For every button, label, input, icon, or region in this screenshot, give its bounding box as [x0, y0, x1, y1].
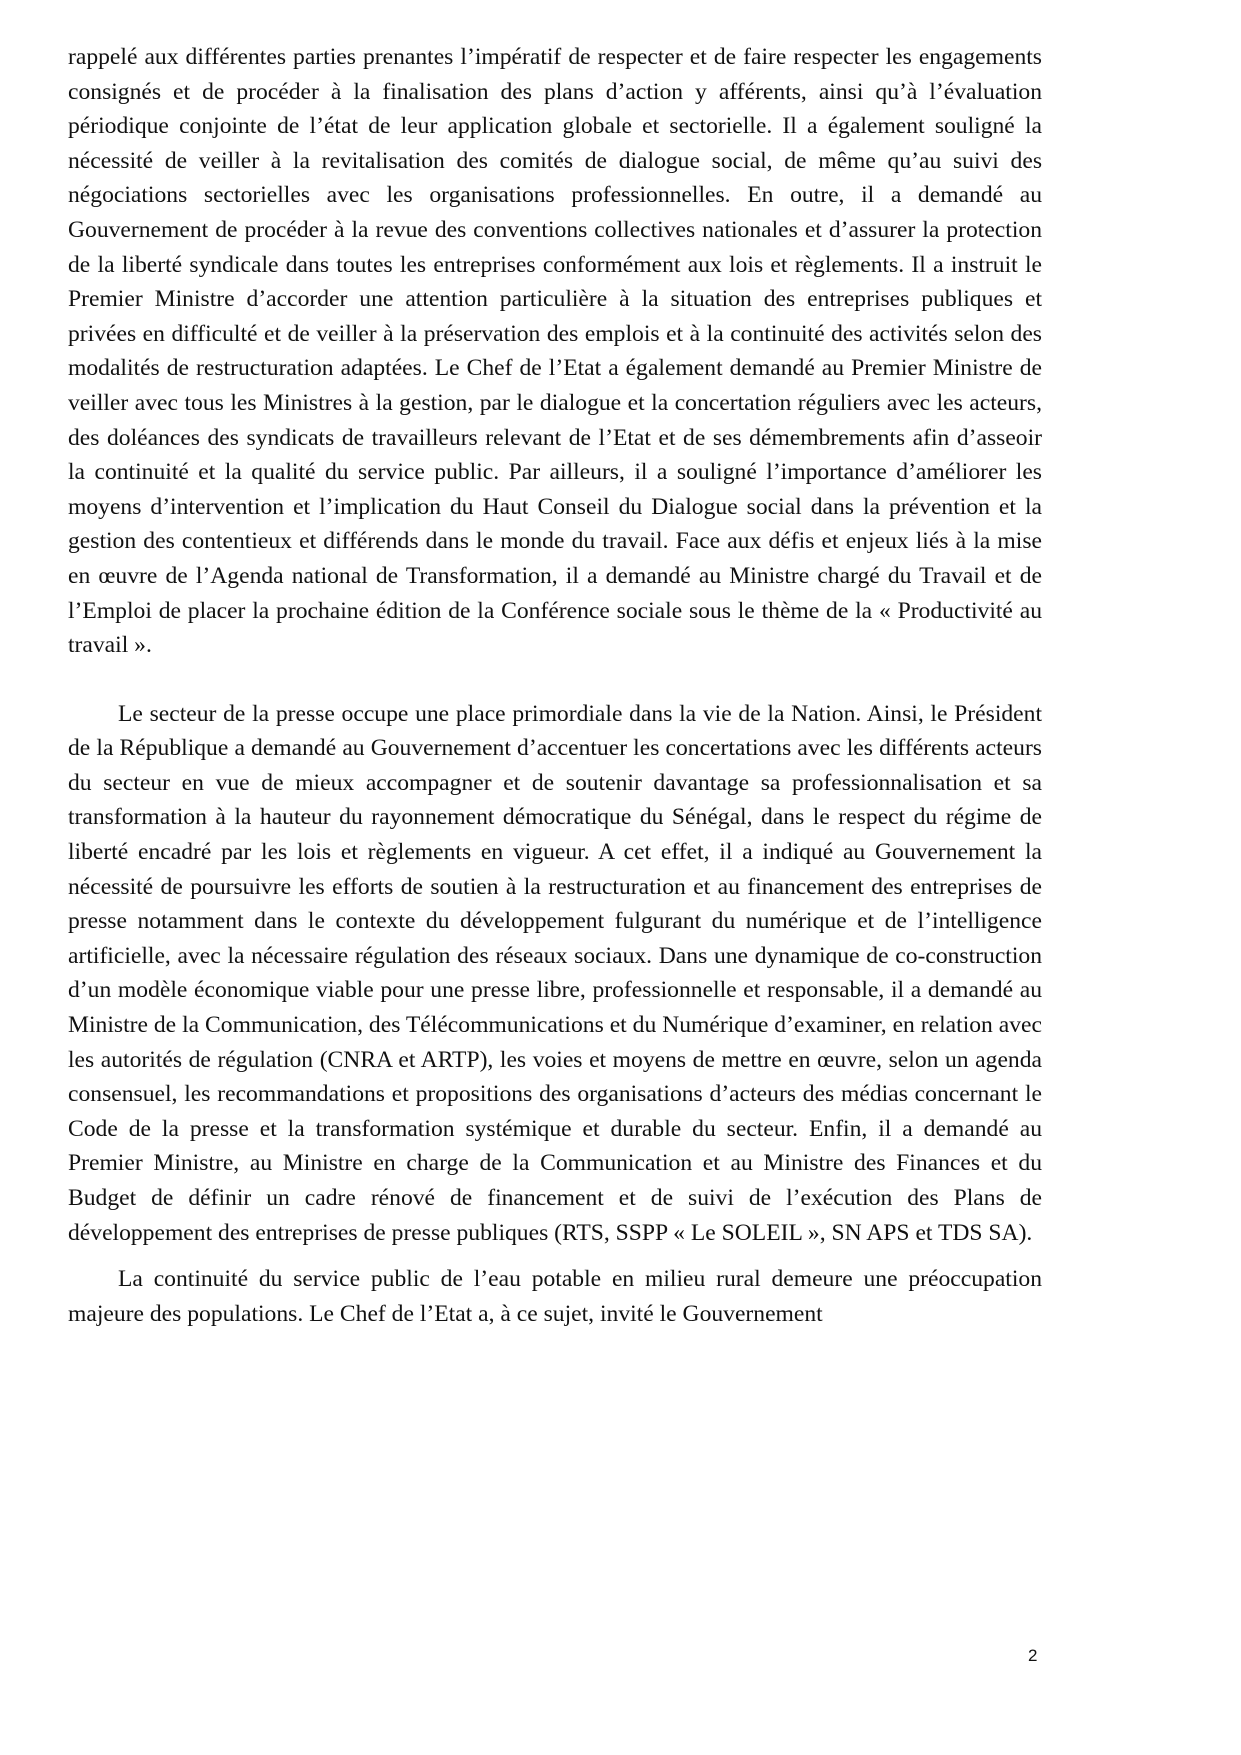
document-body — [68, 40, 1042, 1331]
page-number: 2 — [1028, 1646, 1038, 1665]
paragraph-social-dialogue: rappelé aux différentes parties prenantes l’impératif de respecter et de faire respecter les engagements consignés et de procéder à la finalisation des plans d’action y afférents, ainsi qu’à l’évaluation périodique conjointe de l’état de leur application globale et sectorielle. Il a également souligné la nécessité de veiller à la revitalisation des comités de dialogue social, de même qu’au suivi des négociations sectorielles avec les organisations professionnelles. En outre, il a demandé au Gouvernement de procéder à la revue des conventions collectives nationales et d’assurer la protection de la liberté syndicale dans toutes les entreprises conformément aux lois et règlements. Il a instruit le Premier Ministre d’accorder une attention particulière à la situation des entreprises publiques et privées en difficulté et de veiller à la préservation des emplois et à la continuité des activités selon des modalités de restructuration adaptées. Le Chef de l’Etat a également demandé au Premier Ministre de veiller avec tous les Ministres à la gestion, par le dialogue et la concertation réguliers avec les acteurs, des doléances des syndicats de travailleurs relevant de l’Etat et de ses démembrements afin d’asseoir la continuité et la qualité du service public. Par ailleurs, il a souligné l’importance d’améliorer les moyens d’intervention et l’implication du Haut Conseil du Dialogue social dans la prévention et la gestion des contentieux et différends dans le monde du travail. Face aux défis et enjeux liés à la mise en œuvre de l’Agenda national de Transformation, il a demandé au Ministre chargé du Travail et de l’Emploi de placer la prochaine édition de la Conférence sociale sous le thème de la « Productivité au travail ». — [68, 44, 1042, 659]
paragraph-rural-water: La continuité du service public de l’eau potable en milieu rural demeure une préoccupation majeure des populations. Le Chef de l’Etat a, à ce sujet, invité le Gouvernement — [68, 1266, 1042, 1327]
paragraph-press-sector: Le secteur de la presse occupe une place primordiale dans la vie de la Nation. Ainsi, le Président de la République a demandé au Gouvernement d’accentuer les concertations avec les différents acteurs du secteur en vue de mieux accompagner et de soutenir davantage sa professionnalisation et sa transformation à la hauteur du rayonnement démocratique du Sénégal, dans le respect du régime de liberté encadré par les lois et règlements en vigueur. A cet effet, il a indiqué au Gouvernement la nécessité de poursuivre les efforts de soutien à la restructuration et au financement des entreprises de presse notamment dans le contexte du développement fulgurant du numérique et de l’intelligence artificielle, avec la nécessaire régulation des réseaux sociaux. Dans une dynamique de co-construction d’un modèle économique viable pour une presse libre, professionnelle et responsable, il a demandé au Ministre de la Communication, des Télécommunications et du Numérique d’examiner, en relation avec les autorités de régulation (CNRA et ARTP), les voies et moyens de mettre en œuvre, selon un agenda consensuel, les recommandations et propositions des organisations d’acteurs des médias concernant le Code de la presse et la transformation systémique et durable du secteur. Enfin, il a demandé au Premier Ministre, au Ministre en charge de la Communication et au Ministre des Finances et du Budget de définir un cadre rénové de financement et de suivi de l’exécution des Plans de développement des entreprises de presse publiques (RTS, SSPP « Le SOLEIL », SN APS et TDS SA). — [68, 700, 1042, 1246]
